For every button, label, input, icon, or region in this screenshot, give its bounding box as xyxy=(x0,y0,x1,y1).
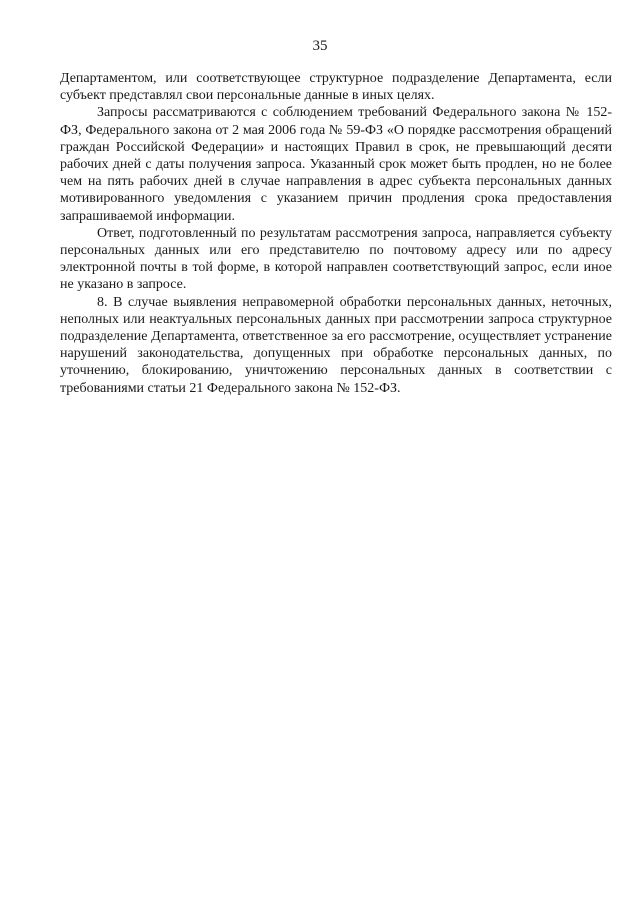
paragraph-continuation: Департаментом, или соответствующее структурное подразделение Департамента, если субъект представлял свои персональные данные в иных целях. xyxy=(60,71,612,104)
document-body xyxy=(60,70,612,397)
page-number: 35 xyxy=(312,38,328,54)
paragraph-item-8: 8. В случае выявления неправомерной обработки персональных данных, неточных, неполных или неактуальных персональных данных при рассмотрении запроса структурное подразделение Департамента, ответственное за его рассмотрение, осуществляет устранение нарушений законодательства, допущенных при обработке персональных данных, по уточнению, блокированию, уничтожению персональных данных в соответствии с требованиями статьи 21 Федерального закона № 152-ФЗ. xyxy=(60,294,612,396)
paragraph-requests-review: Запросы рассматриваются с соблюдением требований Федерального закона № 152-ФЗ, Федерального закона от 2 мая 2006 года № 59-ФЗ «О порядке рассмотрения обращений граждан Российской Федерации» и настоящих Правил в срок, не превышающий десяти рабочих дней с даты получения запроса. Указанный срок может быть продлен, но не более чем на пять рабочих дней в случае направления в адрес субъекта персональных данных мотивированного уведомления с указанием причин продления срока предоставления запрашиваемой информации. xyxy=(60,105,612,224)
paragraph-response: Ответ, подготовленный по результатам рассмотрения запроса, направляется субъекту персональных данных или его представителю по почтовому адресу или по адресу электронной почты в той форме, в которой направлен соответствующий запрос, если иное не указано в запросе. xyxy=(60,225,612,293)
